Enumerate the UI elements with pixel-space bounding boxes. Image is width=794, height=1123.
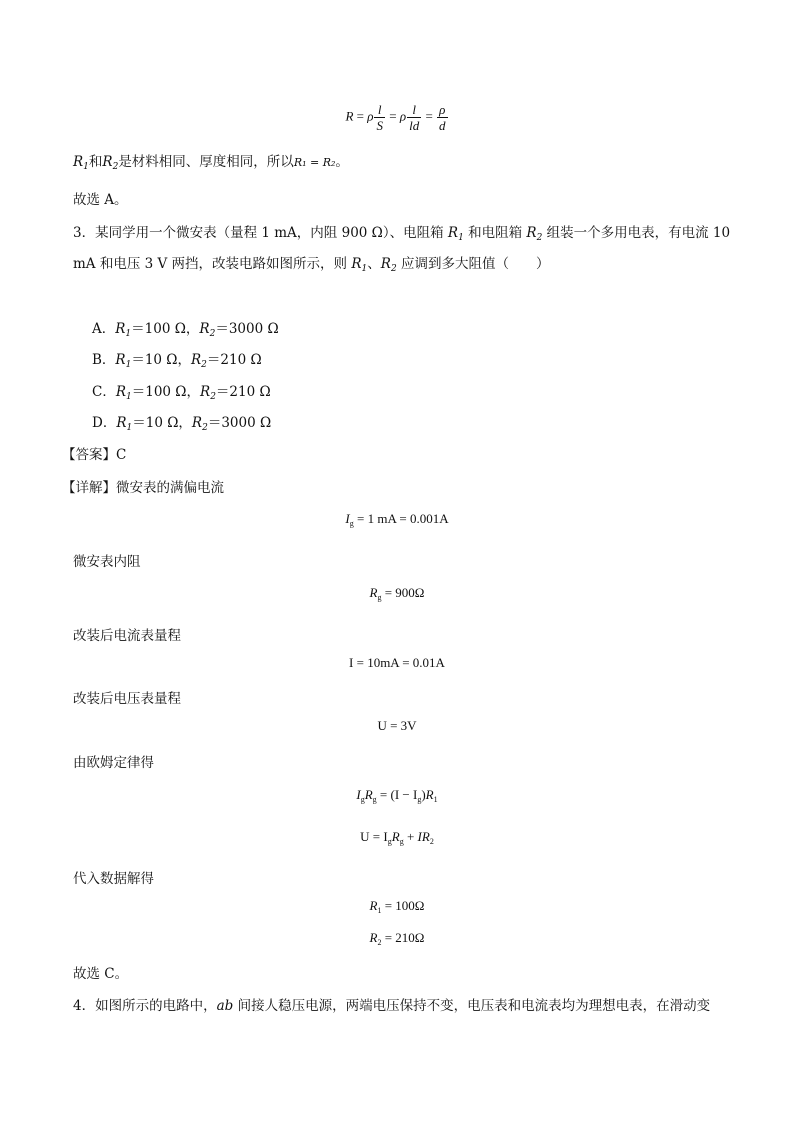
eq-ammeter-range: I = 10mA = 0.01A: [349, 655, 445, 670]
eq-r2-result: $R_2 = 210\Omega$: [369, 930, 425, 947]
eq-r1-result: $R_1 = 100\Omega$: [369, 898, 425, 915]
eq-ohms-law-1: $I_gR_g = (I - I_g)R_1$: [356, 787, 438, 804]
var-r1: R: [73, 154, 84, 170]
option-a[interactable]: A．$R_1=100$ Ω，$R_2=3000$ Ω: [92, 321, 279, 339]
option-b[interactable]: B．$R_1=10$ Ω，$R_2=210$ Ω: [92, 352, 262, 370]
answer-tag: 【答案】: [62, 447, 116, 463]
text-ammeter-range: 改装后电流表量程: [73, 628, 181, 644]
text-internal-resistance: 微安表内阻: [73, 554, 141, 570]
text-substitute: 代入数据解得: [73, 871, 154, 887]
answer-line: [62, 443, 126, 463]
q3-line1: 3．某同学用一个微安表（量程 1 mA，内阻 900 Ω）、电阻箱 $R_1$ 和电阻箱 $R_2$ 组装一个多用电表，有电流 10: [73, 225, 731, 243]
text-voltmeter-range: 改装后电压表量程: [73, 691, 181, 707]
q4-line1: 4．如图所示的电路中，ab 间接人稳压电源，两端电压保持不变，电压表和电流表均为理想电表，在滑动变: [73, 998, 711, 1014]
answer-value: C: [116, 447, 127, 463]
formula-resistance: R = ρ $\frac{l}{S}$ = ρ $\frac{l}{ld}$ = $\frac{\rho}{d}$: [345, 102, 446, 133]
detail-tag: 【详解】: [62, 480, 116, 496]
option-d[interactable]: D．$R_1=10$ Ω，$R_2=3000$ Ω: [92, 415, 272, 433]
note-equation: R₁ = R₂: [293, 156, 336, 169]
var-r2: R: [102, 154, 113, 170]
prev-choice: 故选 A。: [73, 192, 128, 208]
prev-note: $R_1$和$R_2$是材料相同、厚度相同，所以R₁ = R₂。: [73, 154, 349, 172]
eq-voltmeter-range: U = 3V: [377, 718, 417, 733]
eq-ohms-law-2: $U = I_gR_g + IR_2$: [360, 829, 434, 846]
detail-choice: 故选 C。: [73, 966, 129, 982]
eq-internal-resistance: $R_g = 900\Omega$: [369, 585, 425, 602]
option-c[interactable]: C．$R_1=100$ Ω，$R_2=210$ Ω: [92, 384, 271, 402]
detail-intro: 【详解】微安表的满偏电流: [62, 480, 224, 496]
eq-full-scale-current: $I_g = 1$ mA = 0.001A: [345, 511, 449, 528]
text-ohms-law: 由欧姆定律得: [73, 755, 154, 771]
q3-line2: mA 和电压 3 V 两挡，改装电路如图所示，则 $R_1$、$R_2$ 应调到多大阻值（ ）: [73, 256, 550, 274]
